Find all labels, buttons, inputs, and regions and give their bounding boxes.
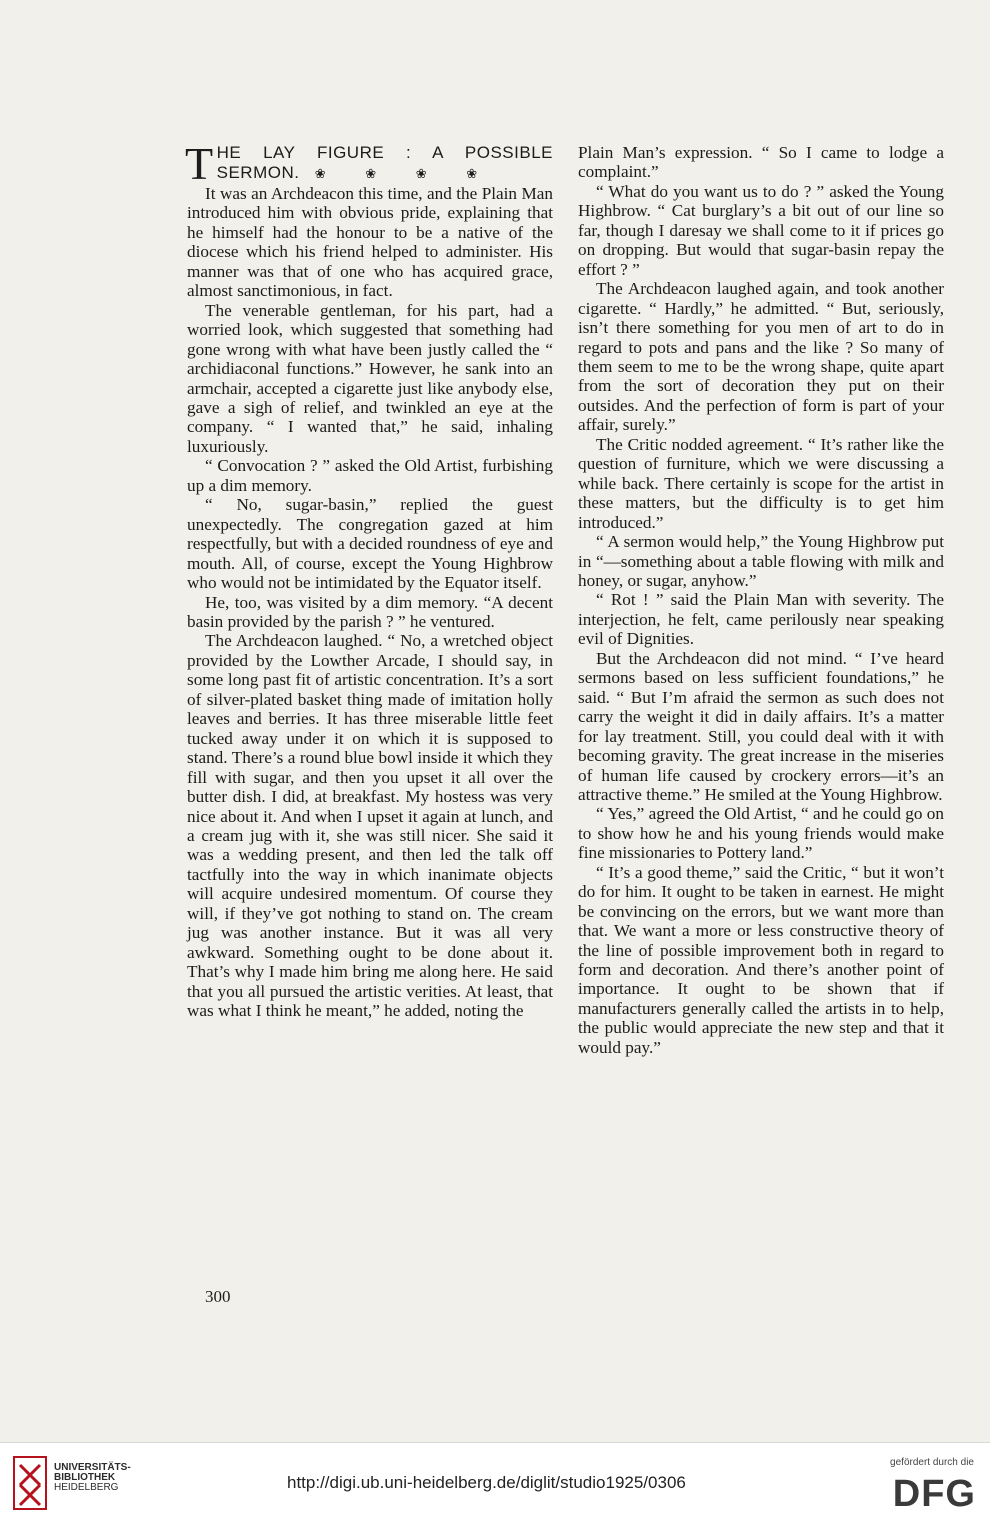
paragraph: The Critic nodded agreement. “ It’s rather like the question of furniture, which we were discussing a while back. There certainly is scope for the artist in these matters, but the difficulty is to get him introduced.” bbox=[578, 434, 944, 532]
paragraph: It was an Archdeacon this time, and the Plain Man introduced him with obvious pride, explaining that he himself had the honour to be a native of the diocese which his friend helped to administer. His manner was that of one who has acquired grace, almost sanctimonious, in fact. bbox=[187, 184, 553, 301]
dfg-logo: DFG bbox=[892, 1473, 976, 1515]
university-line-3: HEIDELBERG bbox=[54, 1482, 119, 1493]
ornament-icon: ❀ ❀ ❀ ❀ bbox=[314, 166, 496, 181]
page-number: 300 bbox=[205, 1287, 231, 1306]
left-column bbox=[185, 138, 553, 1021]
title-text: HE LAY FIGURE : A POSSIBLE SERMON. bbox=[216, 143, 553, 182]
paragraph: But the Archdeacon did not mind. “ I’ve heard sermons based on less sufficient foundations,” he said. “ But I’m afraid the sermon as such does not carry the weight it did in daily affairs. It’s a matter for lay treatment. Still, you could deal with it with becoming gravity. The great increase in the miseries of human life caused by crockery errors—it’s an attractive theme.” He smiled at the Young Highbrow. bbox=[578, 648, 944, 804]
paragraph: “ Convocation ? ” asked the Old Artist, furbishing up a dim memory. bbox=[187, 456, 553, 495]
paragraph: “ It’s a good theme,” said the Critic, “ but it won’t do for him. It ought to be taken in earnest. He might be convincing on the errors, but we want more than that. We want a more or less constructive theory of the line of possible improvement both in regard to form and decoration. And there’s another point of importance. It ought to be shown that if manufacturers generally called the artists in to help, the public would appreciate the new step and that it would pay.” bbox=[578, 862, 944, 1057]
paragraph: “ What do you want us to do ? ” asked the Young Highbrow. “ Cat burglary’s a bit out of our line so far, though I daresay we shall come to it if prices go on dropping. But would that sugar-basin repay the effort ? ” bbox=[578, 181, 944, 279]
paragraph: “ No, sugar-basin,” replied the guest unexpectedly. The congregation gazed at him respectfully, but with a decided roundness of eye and mouth. All, of course, except the Young Highbrow who would not be intimidated by the Equator itself. bbox=[187, 495, 553, 593]
permalink-url[interactable]: http://digi.ub.uni-heidelberg.de/diglit/studio1925/0306 bbox=[287, 1473, 686, 1492]
paragraph: The venerable gentleman, for his part, had a worried look, which suggested that something had gone wrong with what have been justly called the “ archidiaconal functions.” However, he sank into an armchair, accepted a cigarette just like anybody else, gave a sigh of relief, and twinkled an eye at the company. “ I wanted that,” he said, inhaling luxuriously. bbox=[187, 300, 553, 456]
right-column bbox=[578, 143, 944, 1057]
university-line-1: UNIVERSITÄTS- bbox=[54, 1462, 131, 1473]
paragraph: The Archdeacon laughed. “ No, a wretched object provided by the Lowther Arcade, I should say, in some long past fit of artistic concentration. It’s a sort of silver-plated basket thing made of imitation holly leaves and berries. It has three miserable little feet tucked away under it on which it is supposed to stand. There’s a round blue bowl inside it which they fill with sugar, and then you upset it all over the butter dish. I did, at breakfast. My hostess was very nice about it. And when I upset it again at lunch, and a cream jug with it, she was still nicer. She said it was a wedding present, and then led the talk off tactfully into the way in which inanimate objects will acquire undesired momentum. Of course they will, if they’ve got nothing to stand on. The cream jug was another instance. But it was all very awkward. Something ought to be done about it. That’s why I made him bring me along here. He said that you all pursued the artistic verities. At least, that was what I think he meant,” he added, noting the bbox=[187, 631, 553, 1021]
paragraph: He, too, was visited by a dim memory. “A decent basin provided by the parish ? ” he ventured. bbox=[187, 592, 553, 631]
university-line-2: BIBLIOTHEK bbox=[54, 1472, 116, 1483]
funding-note: gefördert durch die bbox=[890, 1457, 974, 1468]
paragraph: “ Yes,” agreed the Old Artist, “ and he could go on to show how he and his young friends would make fine missionaries to Pottery land.” bbox=[578, 804, 944, 863]
university-library-logo-icon bbox=[12, 1455, 48, 1511]
paragraph: “ A sermon would help,” the Young Highbrow put in “—something about a table flowing with milk and honey, or sugar, anyhow.” bbox=[578, 532, 944, 590]
article-title bbox=[185, 138, 553, 189]
title-drop-cap: T bbox=[185, 138, 214, 189]
paragraph: Plain Man’s expression. “ So I came to lodge a complaint.” bbox=[578, 143, 944, 182]
paragraph: “ Rot ! ” said the Plain Man with severity. The interjection, he felt, came perilously near speaking evil of Dignities. bbox=[578, 590, 944, 649]
paragraph: The Archdeacon laughed again, and took another cigarette. “ Hardly,” he admitted. “ But, seriously, isn’t there something for you men of art to do in regard to pots and pans and the like ? So many of them seem to me to be the wrong shape, quite apart from the sort of decoration they put on their outsides. And the perfection of form is part of your affair, surely.” bbox=[578, 279, 944, 435]
university-library-name bbox=[54, 1463, 131, 1493]
viewer-footer bbox=[0, 1442, 990, 1524]
